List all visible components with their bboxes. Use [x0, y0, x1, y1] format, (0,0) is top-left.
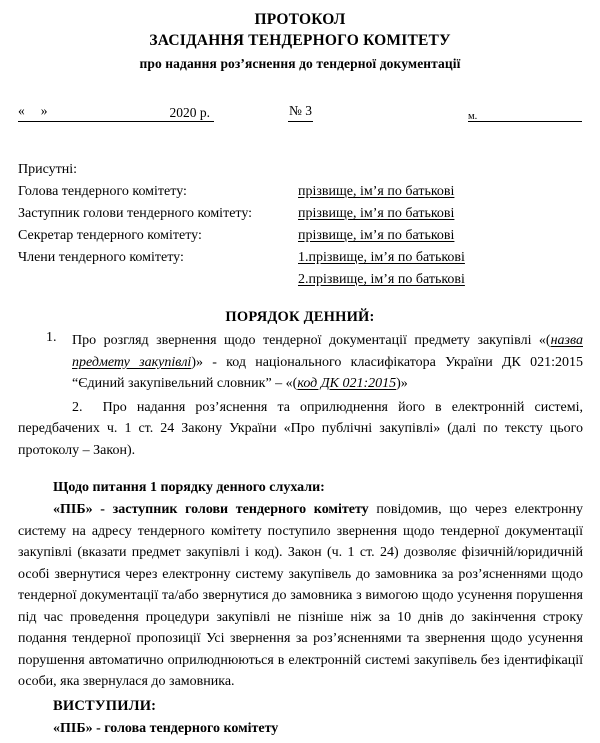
question-heading: Щодо питання 1 порядку денного слухали:	[53, 480, 325, 495]
attendees-heading: Присутні:	[18, 162, 78, 177]
document-subtitle: про надання роз’яснення до тендерної документації	[139, 56, 461, 71]
agenda-item-body	[18, 397, 583, 462]
attendee-role: Члени тендерного комітету:	[18, 250, 184, 265]
question-paragraph	[18, 499, 583, 693]
attendee-row-secretary	[18, 225, 600, 247]
attendee-role: Секретар тендерного комітету:	[18, 228, 202, 243]
agenda-list	[0, 330, 600, 461]
city-field	[468, 103, 582, 122]
date-quote-close: »	[40, 103, 48, 118]
document-title-block	[0, 0, 600, 75]
agenda-placeholder-subject: назва предмету закупівлі	[72, 333, 583, 370]
agenda-heading: ПОРЯДОК ДЕННИЙ:	[225, 309, 375, 325]
attendee-row-members	[18, 247, 600, 269]
question-paragraph-text: повідомив, що через електронну систему на адресу тендерного комітету поступило звернення щодо тендерної документації закупівлі (вказати предмет закупівлі і код). Закон (ч. 1 ст. 24) дозволяє фізичній/юридичній особі звернутися через електронну систему закупівель до замовника за роз’ясненнями щодо тендерної документації та/або звернутися до замовника з вимогою щодо усунення порушення під час проведення процедури закупівлі не пізніше ніж за 10 днів до закінчення строку подання тендерної пропозиції Усі звернення за роз’ясненнями та звернення щодо усунення порушення автоматично оприлюднюються в електронній системі закупівель без ідентифікації особи, яка звернулася до замовника.	[18, 502, 583, 689]
attendee-name: прізвище, ім’я по батькові	[298, 184, 455, 199]
attendee-row-chairman	[18, 181, 600, 203]
speaker-chairman-line: «ПІБ» - голова тендерного комітету	[53, 720, 279, 736]
attendee-row-deputy	[18, 203, 600, 225]
attendee-name: 1.прізвище, ім’я по батькові	[298, 250, 465, 265]
date-field	[18, 103, 214, 122]
agenda-item-body	[72, 330, 583, 395]
attendee-name: прізвище, ім’я по батькові	[298, 228, 455, 243]
speaker-bold-lead: «ПІБ» - заступник голови тендерного комітету	[53, 502, 369, 517]
agenda-text-after: )»	[396, 376, 408, 391]
attendee-role: Голова тендерного комітету:	[18, 184, 187, 199]
agenda-text-middle: )» - код національного класифікатора України ДК 021:2015 “Єдиний закупівельний словник” – «(	[72, 354, 583, 391]
date-year: 2020 р.	[169, 105, 210, 120]
protocol-number: № 3	[288, 103, 313, 122]
attendee-name: прізвище, ім’я по батькові	[298, 206, 455, 221]
agenda-item-2	[0, 397, 600, 462]
agenda-item-1	[0, 330, 600, 395]
agenda-item-number: 2.	[72, 399, 83, 415]
agenda-item-text: Про надання роз’яснення та оприлюднення його в електронній системі, передбачених ч. 1 ст. 24 Закону України «Про публічні закупівлі» (далі по тексту цього протоколу – Закон).	[18, 399, 583, 458]
city-label: м.	[468, 111, 478, 122]
agenda-placeholder-code: код ДК 021:2015	[297, 376, 397, 391]
speakers-heading: ВИСТУПИЛИ:	[53, 697, 157, 714]
date-quote-open: «	[18, 103, 25, 118]
agenda-text-before: Про розгляд звернення щодо тендерної документації предмету закупівлі «(	[72, 333, 551, 348]
document-title-sub: ЗАСІДАННЯ ТЕНДЕРНОГО КОМІТЕТУ	[149, 32, 451, 49]
document-meta-row	[0, 103, 600, 127]
agenda-item-number: 1.	[46, 330, 57, 345]
attendees-section	[0, 159, 600, 291]
document-title-main: ПРОТОКОЛ	[254, 11, 346, 28]
attendee-name: 2.прізвище, ім’я по батькові	[298, 272, 465, 287]
attendee-row-members-extra	[18, 269, 600, 291]
attendee-role: Заступник голови тендерного комітету:	[18, 206, 253, 221]
